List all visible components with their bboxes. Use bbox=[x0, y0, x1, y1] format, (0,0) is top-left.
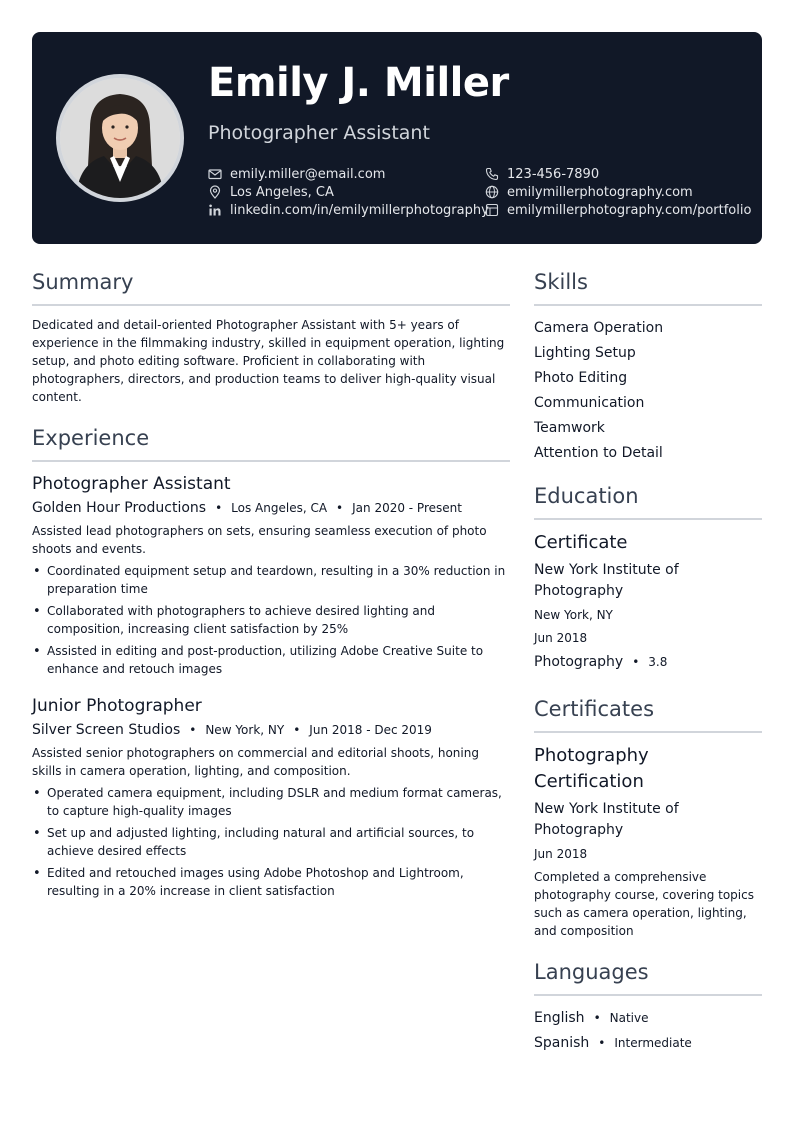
bullet-item: • Operated camera equipment, including DSLR and medium format cameras, to capture high-quality images bbox=[32, 784, 510, 820]
education-location: New York, NY bbox=[534, 608, 613, 622]
contact-portfolio-text: emilymillerphotography.com/portfolio bbox=[507, 202, 752, 218]
contact-portfolio[interactable] bbox=[485, 201, 751, 219]
resume-header bbox=[32, 32, 762, 244]
job-entry-company: Silver Screen Studios bbox=[32, 722, 181, 738]
languages-section bbox=[534, 960, 762, 1056]
job-entry-description: Assisted senior photographers on commercial and editorial shoots, honing skills in camera operation, lighting, and composition. bbox=[32, 746, 479, 778]
summary-section bbox=[32, 270, 510, 406]
certificate-issuer: New York Institute of Photography bbox=[534, 801, 679, 838]
separator-dot: • bbox=[598, 1036, 606, 1050]
contact-email-text: emily.miller@email.com bbox=[230, 166, 386, 182]
separator-dot: • bbox=[293, 723, 301, 737]
job-entry-description: Assisted lead photographers on sets, ensuring seamless execution of photo shoots and events. bbox=[32, 524, 487, 556]
bullet-item: • Collaborated with photographers to achieve desired lighting and composition, increasing client satisfaction by 25% bbox=[32, 602, 510, 638]
contact-linkedin[interactable] bbox=[208, 201, 489, 219]
job-entry bbox=[32, 696, 510, 900]
profile-photo bbox=[56, 74, 184, 202]
education-field: Photography bbox=[534, 654, 624, 670]
globe-icon bbox=[485, 185, 499, 199]
full-name: Emily J. Miller bbox=[208, 60, 509, 106]
education-field-row bbox=[534, 650, 762, 675]
skill-item: Camera Operation bbox=[534, 320, 664, 336]
summary-text: Dedicated and detail-oriented Photographer Assistant with 5+ years of experience in the filmmaking industry, skilled in equipment operation, lighting setup, and photo editing software. Proficient in collaborating with photographers, directors, and production teams to deliver high-quality visual content. bbox=[32, 318, 505, 404]
language-item bbox=[534, 1006, 762, 1031]
education-date: Jun 2018 bbox=[534, 631, 588, 645]
phone-icon bbox=[485, 167, 499, 181]
language-level: Native bbox=[609, 1011, 649, 1025]
language-name: English bbox=[534, 1010, 585, 1026]
contact-website[interactable] bbox=[485, 183, 693, 201]
skill-item: Photo Editing bbox=[534, 370, 628, 386]
summary-heading: Summary bbox=[32, 270, 510, 306]
contact-linkedin-text: linkedin.com/in/emilymillerphotography bbox=[230, 202, 489, 218]
skill-item: Teamwork bbox=[534, 420, 605, 436]
language-level: Intermediate bbox=[614, 1036, 692, 1050]
job-entry-bullets bbox=[32, 784, 510, 900]
main-column bbox=[32, 270, 510, 904]
job-entry-dates: Jun 2018 - Dec 2019 bbox=[309, 723, 432, 737]
job-entry-meta bbox=[32, 500, 510, 516]
contact-email[interactable] bbox=[208, 165, 385, 183]
job-entry-title: Junior Photographer bbox=[32, 696, 202, 716]
separator-dot: • bbox=[593, 1011, 601, 1025]
portfolio-icon bbox=[485, 203, 499, 217]
education-heading: Education bbox=[534, 484, 762, 520]
skill-item: Communication bbox=[534, 395, 645, 411]
bullet-item: • Set up and adjusted lighting, including natural and artificial sources, to achieve desired effects bbox=[32, 824, 510, 860]
separator-dot: • bbox=[632, 655, 640, 669]
linkedin-icon bbox=[208, 203, 222, 217]
contact-phone[interactable] bbox=[485, 165, 599, 183]
bullet-item: • Edited and retouched images using Adobe Photoshop and Lightroom, resulting in a 20% increase in client satisfaction bbox=[32, 864, 510, 900]
contact-phone-text: 123-456-7890 bbox=[507, 166, 600, 182]
bullet-item: • Coordinated equipment setup and teardown, resulting in a 30% reduction in preparation time bbox=[32, 562, 510, 598]
education-section bbox=[534, 484, 762, 675]
mail-icon bbox=[208, 167, 222, 181]
experience-heading: Experience bbox=[32, 426, 510, 462]
separator-dot: • bbox=[189, 723, 197, 737]
job-entry-location: Los Angeles, CA bbox=[231, 501, 328, 515]
languages-heading: Languages bbox=[534, 960, 762, 996]
education-gpa: 3.8 bbox=[648, 655, 668, 669]
language-name: Spanish bbox=[534, 1035, 590, 1051]
job-entry bbox=[32, 474, 510, 678]
side-column bbox=[534, 270, 762, 1056]
certificate-date: Jun 2018 bbox=[534, 847, 588, 861]
certificate-name: Photography Certification bbox=[534, 745, 649, 792]
skills-section bbox=[534, 270, 762, 466]
certificates-section bbox=[534, 697, 762, 940]
contact-location bbox=[208, 183, 334, 201]
contact-website-text: emilymillerphotography.com bbox=[507, 184, 693, 200]
education-degree: Certificate bbox=[534, 532, 628, 553]
certificate-description: Completed a comprehensive photography course, covering topics such as camera operation, lighting, and composition bbox=[534, 870, 754, 938]
job-entry-title: Photographer Assistant bbox=[32, 474, 231, 494]
language-item bbox=[534, 1031, 762, 1056]
job-title: Photographer Assistant bbox=[208, 122, 430, 144]
education-school: New York Institute of Photography bbox=[534, 562, 679, 599]
job-entry-company: Golden Hour Productions bbox=[32, 500, 207, 516]
experience-section bbox=[32, 426, 510, 900]
certificates-heading: Certificates bbox=[534, 697, 762, 733]
job-entry-dates: Jan 2020 - Present bbox=[352, 501, 462, 515]
portrait-image bbox=[60, 78, 180, 198]
skills-heading: Skills bbox=[534, 270, 762, 306]
separator-dot: • bbox=[336, 501, 344, 515]
contact-location-text: Los Angeles, CA bbox=[230, 184, 334, 200]
bullet-item: • Assisted in editing and post-production, utilizing Adobe Creative Suite to enhance and retouch images bbox=[32, 642, 510, 678]
job-entry-bullets bbox=[32, 562, 510, 678]
job-entry-meta bbox=[32, 722, 510, 738]
skill-item: Attention to Detail bbox=[534, 445, 663, 461]
separator-dot: • bbox=[215, 501, 223, 515]
job-entry-location: New York, NY bbox=[205, 723, 285, 737]
skill-item: Lighting Setup bbox=[534, 345, 636, 361]
map-pin-icon bbox=[208, 185, 222, 199]
